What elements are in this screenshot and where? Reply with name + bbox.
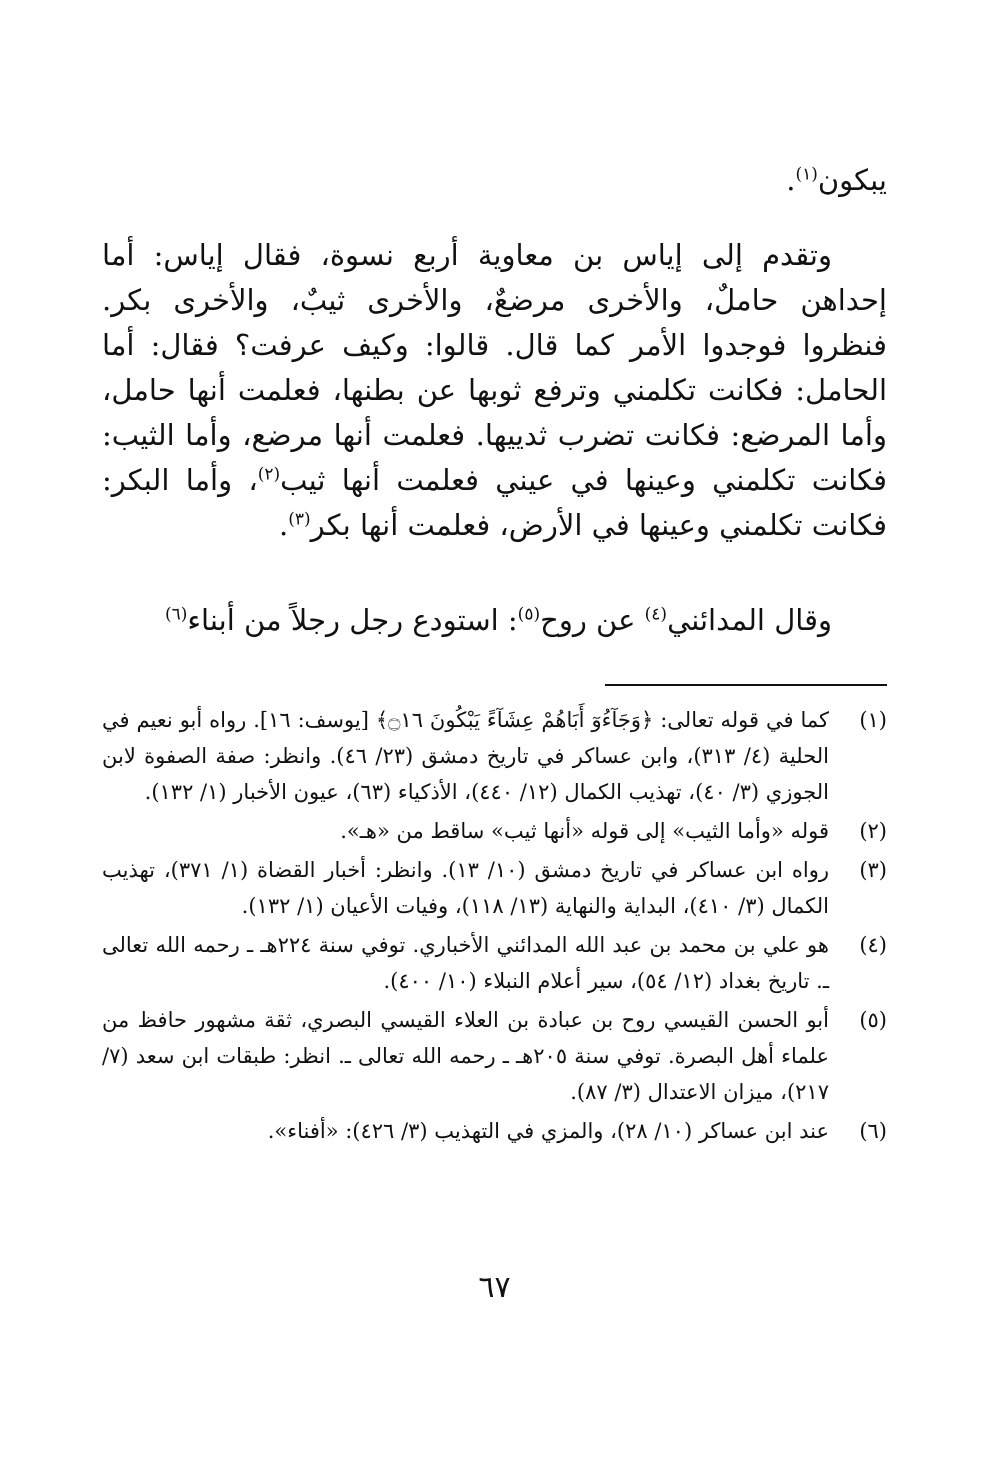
continuation-line [102,158,887,203]
footnote-separator [605,684,887,686]
footnote-number: (٦) [859,1119,887,1143]
footnote-ref-1: (١) [795,164,818,185]
footnote-ref-5: (٥) [517,604,541,625]
footnote-text: رواه ابن عساكر في تاريخ دمشق (١٠/ ١٣). وانظر: أخبار القضاة (١/ ٣٧١)، تهذيب الكمال (٣/ ٤١٠)، البداية والنهاية (١٣/ ١١٨)، وفيات الأعيان (١/ ١٣٢). [102,858,829,918]
footnote-6 [102,1113,887,1149]
footnote-5 [102,1002,887,1110]
footnote-2 [102,813,887,849]
footnote-4 [102,927,887,999]
footnote-number: (٢) [859,819,887,843]
paragraph-1-text-a: وتقدم إلى إياس بن معاوية أربع نسوة، فقال إياس: أما إحداهن حاملٌ، والأخرى مرضعٌ، والأخرى ثيبٌ، والأخرى بكر. فنظروا فوجدوا الأمر كما قال. قالوا: وكيف عرفت؟ فقال: أما الحامل: فكانت تكلمني وترفع ثوبها عن بطنها، فعلمت أنها حامل، وأما المرضع: فكانت تضرب ثدييها. فعلمت أنها مرضع، وأما الثيب: فكانت تكلمني وعينها في عيني فعلمت أنها ثيب [102,238,887,497]
footnote-text: عند ابن عساكر (١٠/ ٢٨)، والمزي في التهذيب (٣/ ٤٢٦): «أفناء». [267,1119,829,1143]
footnote-number: (٣) [859,858,887,882]
footnote-1 [102,702,887,810]
main-paragraph-1 [102,233,887,548]
footnote-text: هو علي بن محمد بن عبد الله المدائني الأخباري. توفي سنة ٢٢٤هـ ـ رحمه الله تعالى ـ. تاريخ بغداد (١٢/ ٥٤)، سير أعلام النبلاء (١٠/ ٤٠٠). [102,933,829,993]
sentence-end: . [786,163,796,197]
paragraph-1-end: . [279,508,289,542]
paragraph-2-text-b: عن روح [540,603,645,637]
paragraph-2-text-a: وقال المدائني [667,603,832,637]
paragraph-2-text-c: : استودع رجل رجلاً من أبناء [187,603,518,637]
footnote-text: أبو الحسن القيسي روح بن عبادة بن العلاء القيسي البصري، ثقة مشهور حافظ من علماء أهل البصرة. توفي سنة ٢٠٥هـ ـ رحمه الله تعالى ـ. انظر: طبقات ابن سعد (٧/ ٢١٧)، ميزان الاعتدال (٣/ ٨٧). [102,1008,830,1104]
footnote-number: (٤) [859,933,887,957]
footnote-number: (١) [859,708,887,732]
main-paragraph-2 [102,598,887,643]
footnote-ref-2: (٢) [257,464,281,485]
continuation-text: يبكون [817,163,887,197]
footnote-text: كما في قوله تعالى: ﴿وَجَآءُوٓ أَبَاهُمْ عِشَآءً يَبْكُونَ ۝١٦﴾ [يوسف: ١٦]. رواه أبو نعيم في الحلية (٤/ ٣١٣)، وابن عساكر في تاريخ دمشق (٢٣/ ٤٦). وانظر: صفة الصفوة لابن الجوزي (٣/ ٤٠)، تهذيب الكمال (١٢/ ٤٤٠)، الأذكياء (٦٣)، عيون الأخبار (١/ ١٣٢). [102,708,830,804]
footnote-ref-6: (٦) [164,604,188,625]
footnotes-section [102,702,887,1152]
footnote-ref-4: (٤) [644,604,668,625]
footnote-3 [102,852,887,924]
footnote-number: (٥) [859,1008,887,1032]
footnote-ref-3: (٣) [288,509,311,530]
page-number: ٦٧ [478,1270,511,1305]
paragraph-1-text-b: ، وأما البكر: فكانت تكلمني وعينها في الأرض، فعلمت أنها بكر [102,463,887,542]
footnote-text: قوله «وأما الثيب» إلى قوله «أنها ثيب» ساقط من «هـ». [340,819,829,843]
